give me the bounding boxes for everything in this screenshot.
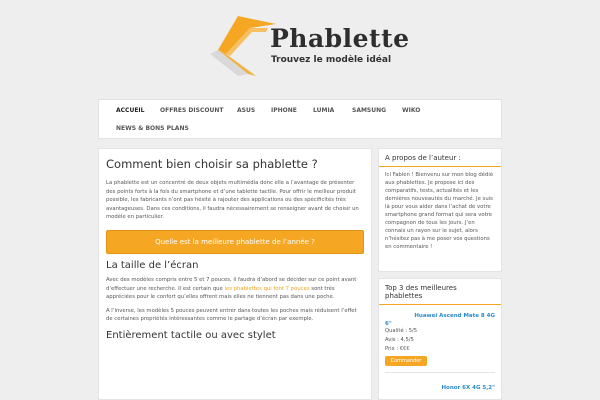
site-tagline: Trouvez le modèle idéal <box>271 55 392 65</box>
main-article <box>98 148 372 400</box>
site-header <box>0 0 600 96</box>
paragraph-text: Avec des modèles compris entre 5 et 7 pouces, il faudra d’abord se décider sur ce point avant d’effectuer une recherche. Il est certain que <box>106 276 357 292</box>
about-author-widget <box>378 148 502 272</box>
main-nav <box>98 99 502 139</box>
product-link-huawei-ascend-mate-8[interactable]: Huawei Ascend Mate 8 4G <box>414 313 495 319</box>
about-author-text: Ici Fabien ! Bienvenu sur mon blog dédié aux phablettes. Je propose ici des comparatifs, tests, actualités et les dernières nouveautés du marché. Je suis là pour vous aider dans l’achat de votre smartphone grand format qui sera votre compagnon de tous les jours. J’en connais un rayon sur le sujet, alors n’hésitez pas à me poser vos questions en commentaire ! <box>385 172 494 250</box>
product-name-continuation: 6" <box>385 321 392 327</box>
article-intro: La phablette est un concentré de deux objets multimédia donc elle a l’avantage de présenter des points forts à la fois du smartphone et d’une tablette tactile. Pour offrir le meilleur produit possible, les fabricants n’ont pas hésité à rajouter des applications ou des spécificités très avantageuses. Dans ces conditions, il faudra nécessairement se renseigner avant de choisir un modèle en particulier. <box>106 180 359 221</box>
product-divider <box>385 372 495 373</box>
nav-item-iphone[interactable]: IPHONE <box>271 107 297 114</box>
section-touch-stylus-title: Entièrement tactile ou avec stylet <box>106 329 276 341</box>
product-price: Prix : €€€ <box>385 346 410 352</box>
top-phablets-title: Top 3 des meilleures phablettes <box>379 279 501 305</box>
best-phablet-cta-button[interactable]: Quelle est la meilleure phablette de l’année ? <box>106 230 364 254</box>
nav-item-accueil[interactable]: ACCUEIL <box>116 107 145 114</box>
product-reviews: Avis : 4,5/5 <box>385 337 414 343</box>
about-author-title: A propos de l’auteur : <box>379 149 501 167</box>
top-phablets-widget <box>378 278 502 400</box>
site-title[interactable]: Phablette <box>270 24 410 53</box>
product-link-honor-6x[interactable]: Honor 6X 4G 5,2" <box>441 385 495 391</box>
nav-item-samsung[interactable]: SAMSUNG <box>352 107 387 114</box>
nav-item-lumia[interactable]: LUMIA <box>313 107 335 114</box>
nav-item-news-bons-plans[interactable]: NEWS & BONS PLANS <box>116 125 189 132</box>
nav-item-asus[interactable]: ASUS <box>237 107 256 114</box>
nav-item-wiko[interactable]: WIKO <box>402 107 421 114</box>
section-screen-size-paragraph-1 <box>106 276 364 302</box>
product-quality: Qualité : 5/5 <box>385 328 418 334</box>
section-screen-size-title: La taille de l’écran <box>106 259 199 271</box>
phablet-logo-icon[interactable] <box>208 14 278 80</box>
seven-inch-phablets-link[interactable]: les phablettes qui font 7 pouces <box>224 285 310 292</box>
article-title: Comment bien choisir sa phablette ? <box>106 157 318 171</box>
section-screen-size-paragraph-2: A l’inverse, les modèles 5 pouces peuvent entrer dans toutes les poches mais réduisent l’effet de certaines propriétés intéressantes comme le partage d’écran par exemple. <box>106 307 357 323</box>
order-button[interactable]: Commander <box>385 356 427 366</box>
paragraph-text: sont très appréciées pour le confort qu’elles offrent mais elles ne tiennent pas dans une poche. <box>106 285 335 301</box>
nav-item-offres-discount[interactable]: OFFRES DISCOUNT <box>160 107 224 114</box>
